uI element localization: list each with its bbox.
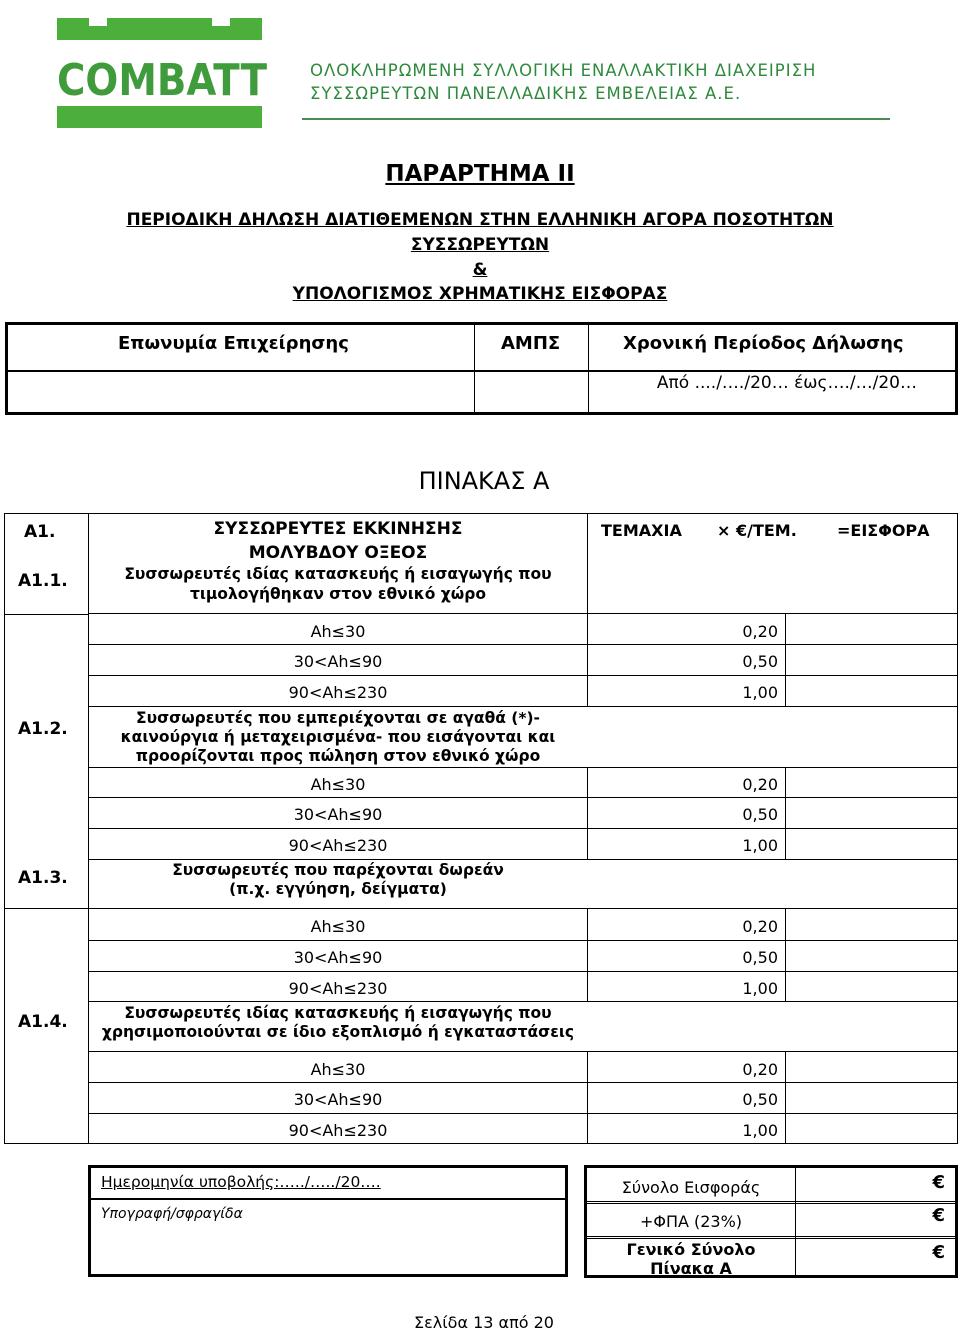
section-a1-4-desc-line-1: Συσσωρευτές ιδίας κατασκευής ή εισαγωγής που [124, 1004, 552, 1022]
totals-box [584, 1165, 958, 1278]
section-a1-2-desc-line-1: Συσσωρευτές που εμπεριέχονται σε αγαθά (*)- [136, 709, 540, 727]
range-row [288, 646, 778, 676]
range-row [288, 1115, 778, 1145]
section-a1-1-desc-line-1: Συσσωρευτές ιδίας κατασκευής ή εισαγωγής που [124, 565, 552, 583]
rate-value: 0,20 [742, 622, 778, 641]
rate-value: 0,50 [742, 948, 778, 967]
col-rate-header: × €/ΤΕΜ. [717, 521, 797, 540]
grand-total-label-line-2: Πίνακα Α [650, 1259, 732, 1278]
svg-text:COMBATT: COMBATT [57, 55, 267, 106]
page-footer [0, 1313, 960, 1332]
signature-label: Υπογραφή/σφραγίδα [101, 1206, 243, 1222]
euro-symbol: € [932, 1242, 945, 1263]
rate-value: 0,20 [742, 775, 778, 794]
euro-symbol: € [932, 1172, 945, 1193]
period-value: Από ..../…./20… έως…./…/20… [656, 373, 917, 393]
code-a1-1: Α1.1. [18, 571, 68, 591]
total-contribution-label: Σύνολο Εισφοράς [621, 1178, 761, 1197]
rate-value: 1,00 [742, 683, 778, 702]
declaration-title-line-3: ΥΠΟΛΟΓΙΣΜΟΣ ΧΡΗΜΑΤΙΚΗΣ ΕΙΣΦΟΡΑΣ [292, 284, 668, 304]
range-label: 30<Ah≤90 [293, 1090, 383, 1109]
submission-date-label: Ημερομηνία υποβολής:…../…../20…. [101, 1173, 381, 1191]
submission-box [88, 1165, 568, 1277]
col-contribution-header: =ΕΙΣΦΟΡΑ [837, 521, 930, 540]
section-a1-4-desc-line-2: χρησιμοποιούνται σε ίδιο εξοπλισμό ή εγκαταστάσεις [101, 1023, 575, 1041]
page-of: από [498, 1313, 529, 1332]
range-row [288, 830, 778, 860]
section-a1-2-desc-line-2: καινούργια ή μεταχειρισμένα- που εισάγονται και [120, 728, 556, 746]
rate-value: 1,00 [742, 979, 778, 998]
range-row [288, 1054, 778, 1084]
rate-value: 1,00 [742, 836, 778, 855]
table-a-title: ΠΙΝΑΚΑΣ Α [418, 467, 550, 495]
range-label: 30<Ah≤90 [293, 652, 383, 671]
range-row [288, 769, 778, 799]
company-name-line-2: ΣΥΣΣΩΡΕΥΤΩΝ ΠΑΝΕΛΛΑΔΙΚΗΣ ΕΜΒΕΛΕΙΑΣ Α.Ε. [310, 84, 742, 103]
range-label: Ah≤30 [310, 1060, 366, 1079]
declaration-title-ampersand: & [472, 260, 488, 280]
company-name-line-1: ΟΛΟΚΛΗΡΩΜΕΝΗ ΣΥΛΛΟΓΙΚΗ ΕΝΑΛΛΑΚΤΙΚΗ ΔΙΑΧΕΙΡΙΣΗ [310, 61, 817, 80]
rate-value: 0,50 [742, 805, 778, 824]
euro-symbol: € [932, 1205, 945, 1226]
range-label: 90<Ah≤230 [288, 836, 388, 855]
col-pieces-header: ΤΕΜΑΧΙΑ [601, 521, 682, 540]
range-row [288, 942, 778, 972]
code-a1-4: Α1.4. [18, 1012, 68, 1032]
ampe-header: ΑΜΠΣ [501, 333, 561, 354]
page-prefix: Σελίδα [414, 1313, 468, 1332]
main-heading-line-1: ΣΥΣΣΩΡΕΥΤΕΣ ΕΚΚΙΝΗΣΗΣ [213, 519, 463, 539]
range-label: 30<Ah≤90 [293, 805, 383, 824]
range-row [288, 973, 778, 1003]
section-a1-1-desc-line-2: τιμολογήθηκαν στον εθνικό χώρο [189, 585, 487, 603]
main-heading-line-2: ΜΟΛΥΒΔΟΥ ΟΞΕΟΣ [248, 543, 428, 563]
range-row [288, 799, 778, 829]
range-label: Ah≤30 [310, 622, 366, 641]
section-a1-3-desc-line-2: (π.χ. εγγύηση, δείγματα) [229, 880, 447, 898]
section-a1-2-desc-line-3: προορίζονται προς πώληση στον εθνικό χώρο [135, 747, 541, 765]
range-row [288, 677, 778, 707]
range-label: 90<Ah≤230 [288, 683, 388, 702]
range-row [288, 1084, 778, 1114]
company-name-header: Επωνυμία Επιχείρησης [118, 333, 349, 354]
rate-value: 0,20 [742, 917, 778, 936]
period-header: Χρονική Περίοδος Δήλωσης [623, 333, 904, 354]
range-label: Ah≤30 [310, 775, 366, 794]
rate-value: 0,20 [742, 1060, 778, 1079]
range-label: 90<Ah≤230 [288, 1121, 388, 1140]
rate-value: 0,50 [742, 1090, 778, 1109]
range-label: 90<Ah≤230 [288, 979, 388, 998]
annex-title: ΠΑΡΑΡΤΗΜΑ ΙΙ [385, 161, 575, 187]
range-label: 30<Ah≤90 [293, 948, 383, 967]
range-label: Ah≤30 [310, 917, 366, 936]
declaration-title-line-2: ΣΥΣΣΩΡΕΥΤΩΝ [410, 235, 550, 255]
page-total: 20 [533, 1313, 554, 1332]
section-a1-3-desc-line-1: Συσσωρευτές που παρέχονται δωρεάν [172, 861, 504, 879]
grand-total-label-line-1: Γενικό Σύνολο [626, 1240, 756, 1259]
declaration-title-line-1: ΠΕΡΙΟΔΙΚΗ ΔΗΛΩΣΗ ΔΙΑΤΙΘΕΜΕΝΩΝ ΣΤΗΝ ΕΛΛΗΝΙΚΗ ΑΓΟΡΑ ΠΟΣΟΤΗΤΩΝ [126, 210, 834, 230]
code-a1-3: Α1.3. [18, 868, 68, 888]
range-row [288, 616, 778, 646]
page-current: 13 [473, 1313, 494, 1332]
code-a1: Α1. [24, 522, 56, 542]
rate-value: 1,00 [742, 1121, 778, 1140]
rate-value: 0,50 [742, 652, 778, 671]
range-row [288, 911, 778, 941]
vat-label: +ΦΠΑ (23%) [639, 1212, 743, 1231]
code-a1-2: Α1.2. [18, 719, 68, 739]
